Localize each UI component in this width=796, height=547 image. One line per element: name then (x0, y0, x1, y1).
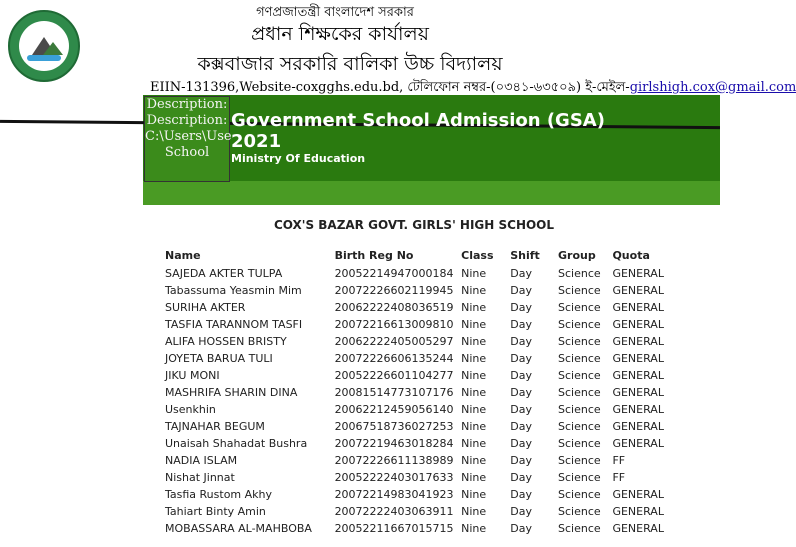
cell-quota: GENERAL (612, 267, 664, 280)
cell-name: JOYETA BARUA TULI (165, 352, 273, 365)
banner-title: Government School Admission (GSA) (231, 110, 605, 131)
cell-class: Nine (461, 522, 487, 535)
cell-birth-reg: 20072226611138989 (334, 454, 454, 467)
email-link[interactable]: girlshigh.cox@gmail.com (629, 80, 796, 95)
cell-group: Science (558, 420, 601, 433)
table-row (163, 469, 668, 486)
cell-class: Nine (461, 301, 487, 314)
cell-group: Science (558, 454, 601, 467)
office-title: প্রধান শিক্ষকের কার্যালয় (251, 23, 429, 45)
cell-group: Science (558, 471, 601, 484)
table-row (163, 265, 668, 282)
table-row (163, 503, 668, 520)
logo-hill-icon (43, 42, 63, 55)
cell-name: JIKU MONI (165, 369, 220, 382)
school-title-bn: কক্সবাজার সরকারি বালিকা উচ্চ বিদ্যালয় (197, 53, 503, 75)
cell-quota: GENERAL (612, 505, 664, 518)
cell-birth-reg: 20062222405005297 (334, 335, 454, 348)
broken-image-text-2: Description: (146, 113, 228, 128)
table-row (163, 418, 668, 435)
col-header-birth-reg: Birth Reg No (334, 248, 414, 262)
col-header-group: Group (558, 248, 596, 262)
cell-birth-reg: 20062212459056140 (334, 403, 454, 416)
cell-class: Nine (461, 335, 487, 348)
cell-name: Unaisah Shahadat Bushra (165, 437, 308, 450)
cell-birth-reg: 20052222403017633 (334, 471, 454, 484)
table-row (163, 282, 668, 299)
cell-group: Science (558, 352, 601, 365)
cell-birth-reg: 20072222403063911 (334, 505, 454, 518)
cell-shift: Day (510, 403, 532, 416)
cell-class: Nine (461, 420, 487, 433)
cell-quota: FF (612, 454, 626, 467)
table-row (163, 520, 668, 537)
cell-class: Nine (461, 454, 487, 467)
table-row (163, 452, 668, 469)
cell-group: Science (558, 318, 601, 331)
cell-class: Nine (461, 471, 487, 484)
broken-image (144, 96, 230, 182)
cell-class: Nine (461, 488, 487, 501)
col-header-class: Class (461, 248, 494, 262)
table-row (163, 299, 668, 316)
cell-name: Nishat Jinnat (165, 471, 235, 484)
cell-birth-reg: 20052226601104277 (334, 369, 454, 382)
cell-name: NADIA ISLAM (165, 454, 238, 467)
cell-group: Science (558, 369, 601, 382)
cell-quota: GENERAL (612, 301, 664, 314)
cell-shift: Day (510, 369, 532, 382)
govt-title: গণপ্রজাতন্ত্রী বাংলাদেশ সরকার (256, 5, 414, 20)
table-row (163, 435, 668, 452)
cell-birth-reg: 20052211667015715 (334, 522, 454, 535)
cell-class: Nine (461, 505, 487, 518)
cell-class: Nine (461, 284, 487, 297)
cell-group: Science (558, 437, 601, 450)
cell-group: Science (558, 386, 601, 399)
cell-birth-reg: 20067518736027253 (334, 420, 454, 433)
cell-quota: GENERAL (612, 318, 664, 331)
cell-name: SAJEDA AKTER TULPA (165, 267, 283, 280)
cell-quota: GENERAL (612, 488, 664, 501)
col-header-shift: Shift (510, 248, 540, 262)
table-header-row (163, 247, 668, 265)
cell-shift: Day (510, 454, 532, 467)
cell-class: Nine (461, 267, 487, 280)
ministry-label: Ministry Of Education (231, 152, 366, 165)
cell-name: MOBASSARA AL-MAHBOBA (165, 522, 312, 535)
result-card (160, 207, 668, 547)
broken-image-text-1: Description: (146, 97, 228, 112)
broken-image-text-3: C:\Users\Use (145, 129, 232, 144)
cell-birth-reg: 20062222408036519 (334, 301, 454, 314)
table-row (163, 401, 668, 418)
logo-water-icon (27, 55, 61, 61)
cell-quota: GENERAL (612, 335, 664, 348)
admission-table (163, 247, 668, 537)
cell-group: Science (558, 505, 601, 518)
cell-quota: GENERAL (612, 522, 664, 535)
cell-quota: GENERAL (612, 369, 664, 382)
cell-class: Nine (461, 318, 487, 331)
banner-year: 2021 (231, 131, 282, 152)
cell-shift: Day (510, 318, 532, 331)
cell-name: Tahiart Binty Amin (165, 505, 266, 518)
cell-shift: Day (510, 386, 532, 399)
cell-class: Nine (461, 403, 487, 416)
cell-quota: GENERAL (612, 386, 664, 399)
broken-image-text-4: School (164, 145, 210, 160)
cell-group: Science (558, 488, 601, 501)
cell-name: MASHRIFA SHARIN DINA (165, 386, 298, 399)
cell-quota: GENERAL (612, 437, 664, 450)
cell-birth-reg: 20072216613009810 (334, 318, 454, 331)
cell-shift: Day (510, 335, 532, 348)
cell-quota: GENERAL (612, 403, 664, 416)
cell-shift: Day (510, 505, 532, 518)
cell-shift: Day (510, 352, 532, 365)
cell-birth-reg: 20072226602119945 (334, 284, 454, 297)
cell-shift: Day (510, 284, 532, 297)
table-row (163, 486, 668, 503)
cell-quota: GENERAL (612, 284, 664, 297)
cell-shift: Day (510, 522, 532, 535)
cell-shift: Day (510, 471, 532, 484)
cell-shift: Day (510, 437, 532, 450)
cell-quota: GENERAL (612, 352, 664, 365)
cell-name: Tabassuma Yeasmin Mim (165, 284, 302, 297)
cell-birth-reg: 20081514773107176 (334, 386, 454, 399)
cell-name: SURIHA AKTER (165, 301, 246, 314)
cell-group: Science (558, 403, 601, 416)
cell-shift: Day (510, 267, 532, 280)
cell-group: Science (558, 267, 601, 280)
table-row (163, 333, 668, 350)
cell-class: Nine (461, 437, 487, 450)
cell-class: Nine (461, 352, 487, 365)
col-header-quota: Quota (612, 248, 650, 262)
cell-shift: Day (510, 488, 532, 501)
cell-quota: FF (612, 471, 626, 484)
table-row (163, 350, 668, 367)
logo-emblem (19, 21, 69, 71)
cell-class: Nine (461, 369, 487, 382)
cell-name: Usenkhin (165, 403, 216, 416)
cell-name: TAJNAHAR BEGUM (165, 420, 265, 433)
cell-quota: GENERAL (612, 420, 664, 433)
cell-class: Nine (461, 386, 487, 399)
cell-shift: Day (510, 420, 532, 433)
cell-birth-reg: 20052214947000184 (334, 267, 454, 280)
col-header-name: Name (165, 248, 201, 262)
contact-text: EIIN-131396,Website-coxgghs.edu.bd, টেলিফোন নম্বর-(০৩৪১-৬৩৫০৯) ই-মেইল- (150, 80, 630, 95)
cell-shift: Day (510, 301, 532, 314)
cell-name: Tasfia Rustom Akhy (165, 488, 273, 501)
cell-group: Science (558, 284, 601, 297)
table-row (163, 384, 668, 401)
cell-birth-reg: 20072214983041923 (334, 488, 454, 501)
cell-birth-reg: 20072219463018284 (334, 437, 454, 450)
school-name: COX'S BAZAR GOVT. GIRLS' HIGH SCHOOL (273, 218, 555, 232)
cell-group: Science (558, 522, 601, 535)
cell-name: TASFIA TARANNOM TASFI (165, 318, 303, 331)
table-row (163, 367, 668, 384)
cell-group: Science (558, 335, 601, 348)
table-row (163, 316, 668, 333)
cell-group: Science (558, 301, 601, 314)
cell-birth-reg: 20072226606135244 (334, 352, 454, 365)
cell-name: ALIFA HOSSEN BRISTY (165, 335, 287, 348)
